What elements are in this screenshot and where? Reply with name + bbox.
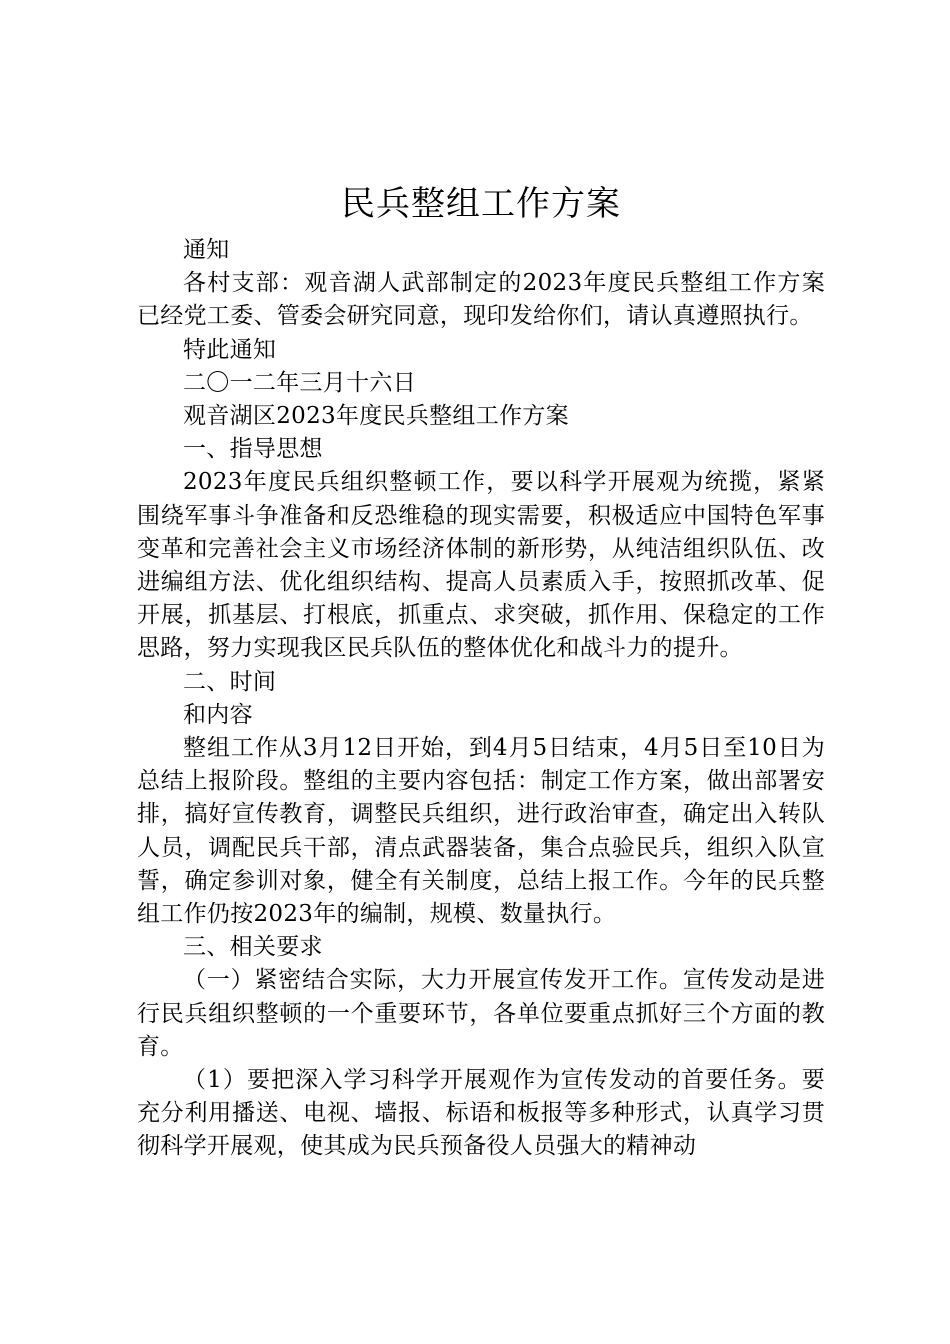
paragraph-date: 二〇一二年三月十六日 (183, 369, 416, 396)
paragraph-requirement-1: （一）紧密结合实际，大力开展宣传发开工作。宣传发动是进行民兵组织整顿的一个重要环节，各单位要重点抓好三个方面的教育。 (137, 967, 825, 1060)
section-heading-guiding-thought: 一、指导思想 (183, 436, 323, 463)
document-title: 民兵整组工作方案 (341, 184, 621, 224)
paragraph-time-content: 整组工作从3月12日开始，到4月5日结束，4月5日至10日为总结上报阶段。整组的主要内容包括：制定工作方案，做出部署安排，搞好宣传教育，调整民兵组织，进行政治审查，确定出入转队人员，调配民兵干部，清点武器装备，集合点验民兵，组织入队宣誓，确定参训对象，健全有关制度，总结上报工作。今年的民兵整组工作仍按2023年的编制，规模、数量执行。 (137, 735, 825, 928)
document-page (137, 180, 825, 1164)
paragraph-notice: 通知 (183, 237, 230, 263)
section-heading-time: 二、时间 (183, 668, 277, 695)
section-heading-requirements: 三、相关要求 (183, 934, 323, 961)
paragraph-requirement-1-1: （1）要把深入学习科学开展观作为宣传发动的首要任务。要充分利用播送、电视、墙报、标语和板报等多种形式，认真学习贯彻科学开展观，使其成为民兵预备役人员强大的精神动 (137, 1067, 825, 1160)
section-heading-content: 和内容 (183, 701, 253, 728)
paragraph-closing: 特此通知 (183, 336, 277, 363)
paragraph-addressee: 各村支部：观音湖人武部制定的2023年度民兵整组工作方案已经党工委、管委会研究同意，现印发给你们，请认真遵照执行。 (137, 270, 825, 330)
paragraph-guiding-thought: 2023年度民兵组织整顿工作，要以科学开展观为统揽，紧紧围绕军事斗争准备和反恐维稳的现实需要，积极适应中国特色军事变革和完善社会主义市场经济体制的新形势，从纯洁组织队伍、改进编组方法、优化组织结构、提高人员素质入手，按照抓改革、促开展，抓基层、打根底，抓重点、求突破，抓作用、保稳定的工作思路，努力实现我区民兵队伍的整体优化和战斗力的提升。 (137, 469, 825, 662)
paragraph-plan-title: 观音湖区2023年度民兵整组工作方案 (183, 403, 569, 430)
